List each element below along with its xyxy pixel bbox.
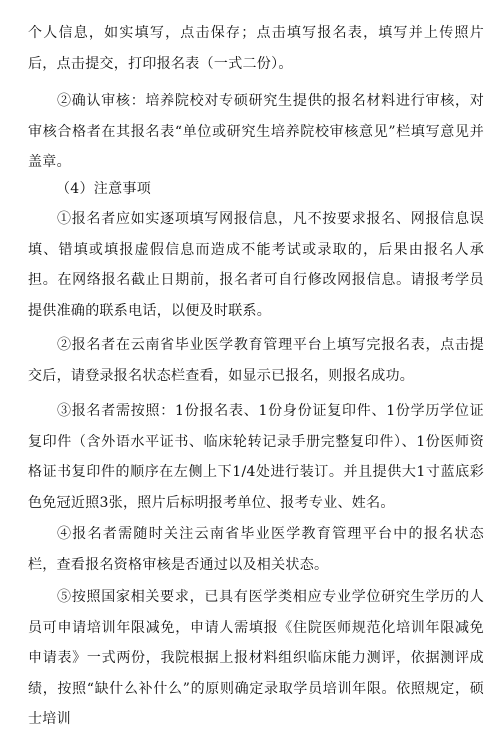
paragraph-note-3: ③报名者需按照：1份报名表、1份身份证复印件、1份学历学位证复印件（含外语水平证书、临床轮转记录手册完整复印件）、1份医师资格证书复印件的顺序在左侧上下1/4处进行装订。并且提供大1寸蓝底彩色免冠近照3张，照片后标明报考单位、报考专业、姓名。 [28,403,484,511]
paragraph-personal-info: 个人信息，如实填写，点击保存；点击填写报名表，填写并上传照片后，点击提交，打印报名表（一式二份）。 [28,25,484,72]
paragraph-note-4: ④报名者需随时关注云南省毕业医学教育管理平台中的报名状态栏，查看报名资格审核是否通过以及相关状态。 [28,526,484,573]
paragraph-note-5: ⑤按照国家相关要求，已具有医学类相应专业学位研究生学历的人员可申请培训年限减免，申请人需填报《住院医师规范化培训年限减免申请表》一式两份，我院根据上报材料组织临床能力测评，依据测评成绩，按照“缺什么补什么”的原则确定录取学员培训年限。依照规定，硕士培训 [28,589,484,728]
paragraph-confirm-review: ②确认审核：培养院校对专硕研究生提供的报名材料进行审核，对审核合格者在其报名表“单位或研究生培养院校审核意见”栏填写意见并盖章。 [28,93,484,171]
paragraph-note-2: ②报名者在云南省毕业医学教育管理平台上填写完报名表，点击提交后，请登录报名状态栏查看，如显示已报名，则报名成功。 [28,337,484,384]
section-heading-notes: （4）注意事项 [56,181,152,197]
paragraph-note-1: ①报名者应如实逐项填写网报信息，凡不按要求报名、网报信息误填、错填或填报虚假信息而造成不能考试或录取的，后果由报名人承担。在网络报名截止日期前，报名者可自行修改网报信息。请报考学员提供准确的联系电话，以便及时联系。 [28,211,484,319]
